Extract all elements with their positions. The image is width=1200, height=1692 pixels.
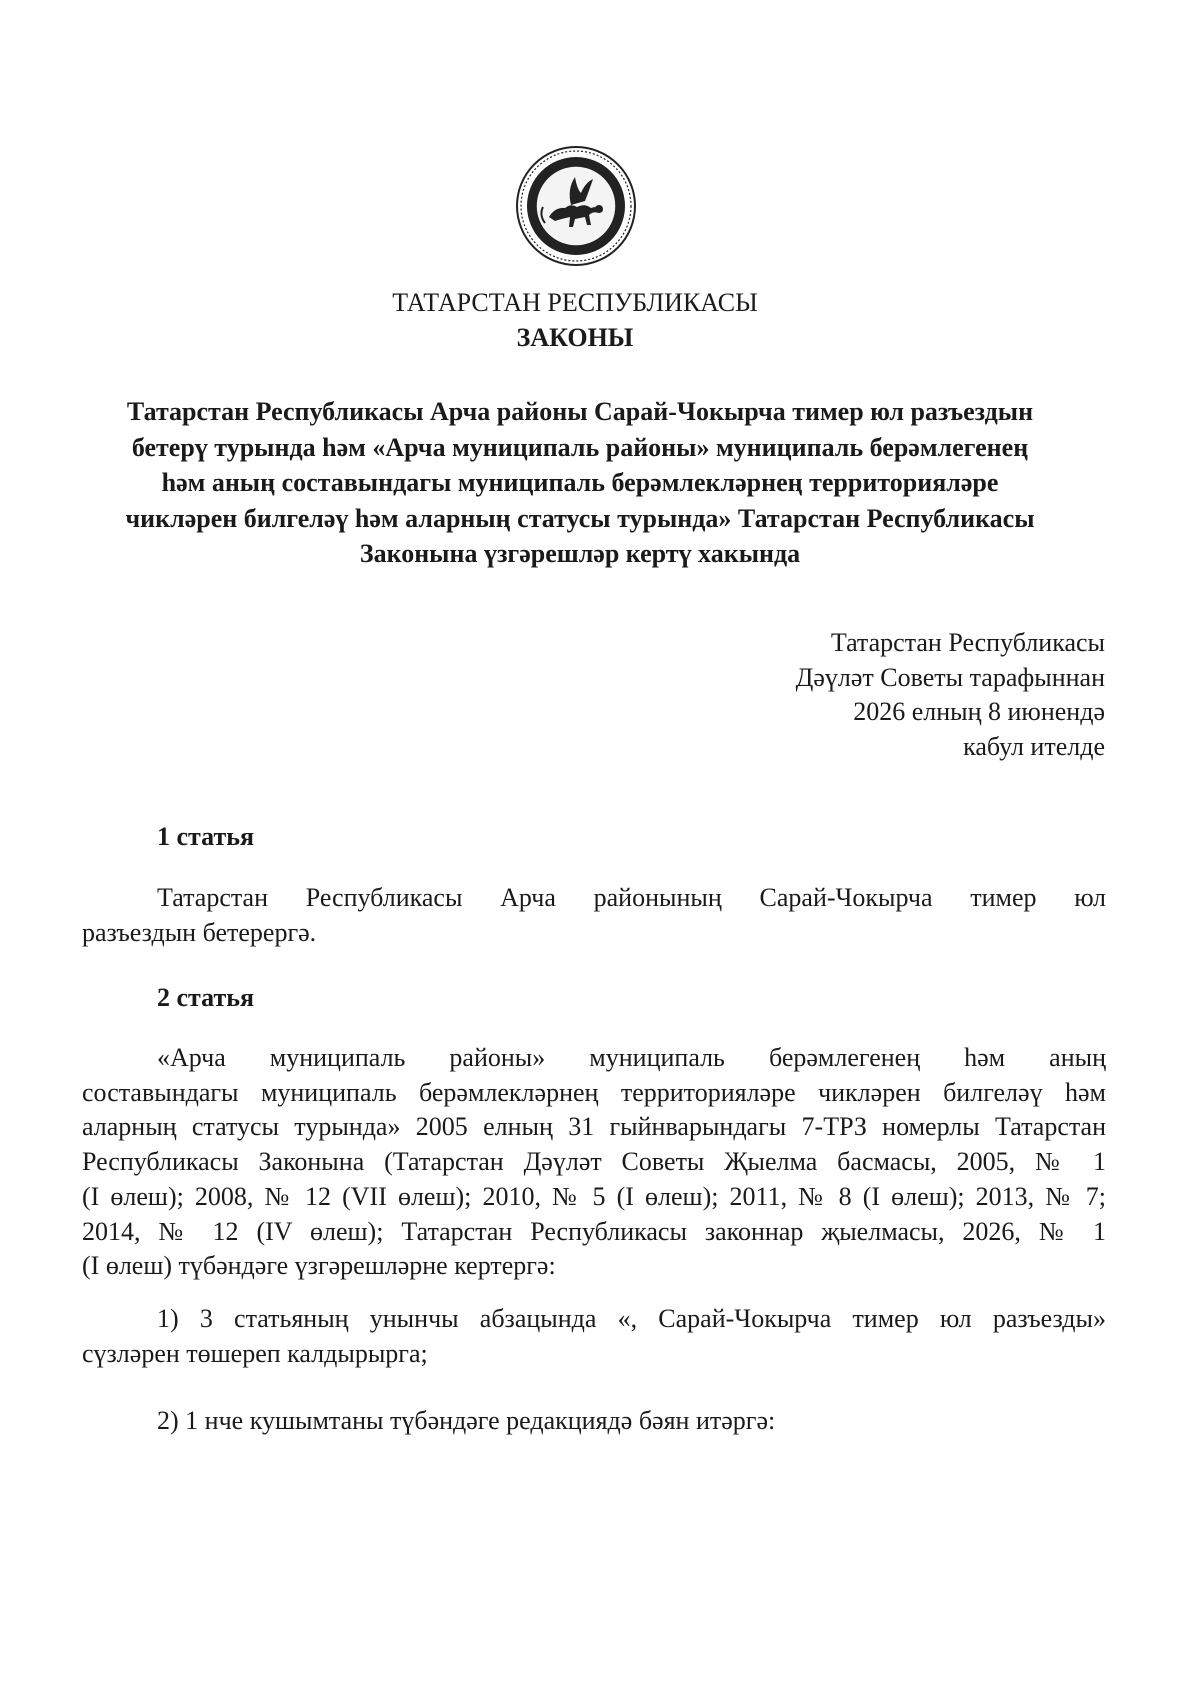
- paragraph-line: 2014, № 12 (IV өлеш); Татарстан Республикасы законнар җыелмасы, 2026, № 1: [82, 1216, 1106, 1246]
- paragraph-line: сүзләрен төшереп калдырырга;: [82, 1338, 428, 1368]
- paragraph-line: (I өлеш); 2008, № 12 (VII өлеш); 2010, № 5 (I өлеш); 2011, № 8 (I өлеш); 2013, № 7;: [82, 1181, 1106, 1211]
- article-2-heading: 2 статья: [157, 983, 255, 1012]
- adoption-note: [796, 626, 1105, 764]
- paragraph-line: разъездын бетерергә.: [82, 917, 317, 947]
- paragraph-line: «Арча муниципаль районы» муниципаль берәмлегенең һәм аның: [157, 1043, 1106, 1072]
- law-title-line: Законына үзгәрешләр кертү хакында: [359, 539, 801, 568]
- adoption-line: Татарстан Республикасы: [830, 628, 1105, 657]
- adoption-line: 2026 елның 8 июнендә: [853, 697, 1105, 727]
- law-heading: ЗАКОНЫ: [516, 323, 634, 352]
- adoption-line: кабул ителде: [963, 731, 1105, 761]
- law-title-line: бетерү турында һәм «Арча муниципаль районы» муниципаль берәмлегенең: [131, 432, 1029, 462]
- article-2-item-1: [82, 1302, 1106, 1371]
- law-title-line: һәм аның составындагы муниципаль берәмлекләрнең территорияләре: [161, 468, 999, 497]
- paragraph-line: Татарстан Республикасы Арча районының Сарай-Чокырча тимер юл: [157, 883, 1106, 912]
- republic-heading: ТАТАРСТАН РЕСПУБЛИКАСЫ: [392, 288, 758, 317]
- paragraph-line: (I өлеш) түбәндәге үзгәрешләрне кертергә:: [82, 1251, 556, 1281]
- tatarstan-emblem-icon: [515, 145, 637, 267]
- paragraph-line: составындагы муниципаль берәмлекләрнең территорияләре чикләрен билгеләү һәм: [82, 1077, 1106, 1107]
- law-title: [80, 394, 1080, 572]
- paragraph-line: аларның статусы турында» 2005 елның 31 гыйнварындагы 7-ТРЗ номерлы Татарстан: [82, 1112, 1106, 1142]
- paragraph-line: Республикасы Законына (Татарстан Дәүләт Советы Җыелма басмасы, 2005, № 1: [82, 1147, 1106, 1177]
- adoption-line: Дәүләт Советы тарафыннан: [795, 662, 1105, 692]
- article-1-text: [82, 881, 1106, 950]
- law-title-line: Татарстан Республикасы Арча районы Сарай-Чокырча тимер юл разъездын: [126, 397, 1034, 426]
- paragraph-line: 2) 1 нче кушымтаны түбәндәге редакциядә бәян итәргә:: [157, 1406, 776, 1435]
- law-title-line: чикләрен билгеләү һәм аларның статусы турында» Татарстан Республикасы: [125, 503, 1035, 533]
- article-2-item-2: [82, 1404, 1106, 1439]
- paragraph-line: 1) 3 статьяның унынчы абзацында «, Сарай-Чокырча тимер юл разъезды»: [157, 1304, 1106, 1333]
- article-2-text: [82, 1041, 1106, 1284]
- article-1-heading: 1 статья: [157, 822, 255, 851]
